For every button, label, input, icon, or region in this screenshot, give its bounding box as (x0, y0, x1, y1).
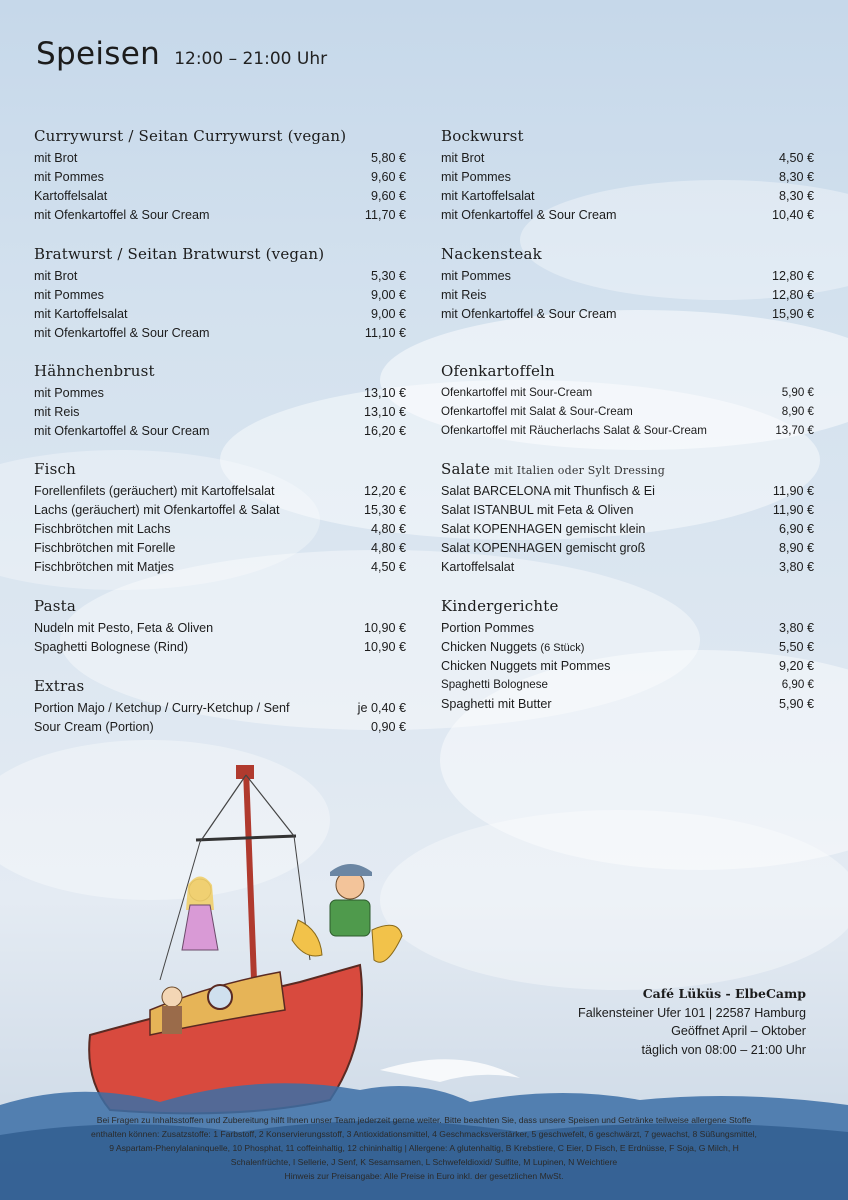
menu-item (441, 170, 814, 189)
menu-item (441, 503, 814, 522)
item-name: Sour Cream (Portion) (34, 720, 154, 734)
menu-item (441, 424, 814, 443)
item-name: Salat KOPENHAGEN gemischt groß (441, 541, 646, 555)
title-text: Speisen (36, 36, 161, 72)
item-price: 9,60 € (370, 170, 406, 184)
item-price: 10,40 € (771, 208, 814, 222)
item-name: mit Reis (441, 288, 487, 302)
item-price: 11,70 € (364, 208, 406, 222)
menu-item (34, 621, 406, 640)
section-title: Kindergerichte (441, 597, 559, 615)
item-price: 0,90 € (370, 720, 406, 734)
item-name: mit Kartoffelsalat (34, 307, 128, 321)
item-price: 15,30 € (363, 503, 406, 517)
cafe-address: Falkensteiner Ufer 101 | 22587 Hamburg (578, 1005, 806, 1020)
item-price: 10,90 € (363, 640, 406, 654)
item-name: mit Brot (34, 151, 78, 165)
item-name: mit Kartoffelsalat (441, 189, 535, 203)
footer-line: Schalenfrüchte, I Sellerie, J Senf, K Sesamsamen, L Schwefeldioxid/ Sulfite, M Lupinen, N Weichtiere (230, 1157, 618, 1167)
item-name: mit Pommes (34, 288, 104, 302)
section-pasta (34, 597, 406, 659)
item-price: 8,30 € (778, 189, 814, 203)
item-price: 4,50 € (370, 560, 406, 574)
item-name: Kartoffelsalat (441, 560, 515, 574)
allergen-footer (30, 1113, 818, 1183)
mast (246, 770, 254, 980)
item-price: je 0,40 € (357, 701, 406, 715)
menu-item (34, 208, 406, 227)
menu-item (34, 541, 406, 560)
item-price: 9,00 € (370, 288, 406, 302)
item-name: Forellenfilets (geräuchert) mit Kartoffelsalat (34, 484, 275, 498)
item-name: mit Pommes (34, 170, 104, 184)
item-price: 6,90 € (778, 522, 814, 536)
item-name-group (441, 640, 584, 654)
item-price: 5,90 € (778, 697, 814, 711)
item-price: 6,90 € (781, 678, 814, 691)
menu-item (34, 386, 406, 405)
menu-item (34, 151, 406, 170)
menu-item (441, 621, 814, 640)
section-nackensteak (441, 245, 814, 326)
item-name: Salat ISTANBUL mit Feta & Oliven (441, 503, 634, 517)
item-name: Chicken Nuggets (441, 640, 537, 654)
item-name: mit Brot (34, 269, 78, 283)
item-price: 5,50 € (778, 640, 814, 654)
item-name: Fischbrötchen mit Lachs (34, 522, 171, 536)
menu-item (441, 541, 814, 560)
item-price: 12,80 € (771, 269, 814, 283)
menu-item (34, 424, 406, 443)
footer-line: enthalten können: Zusatzstoffe: 1 Farbstoff, 2 Konservierungsstoff, 3 Antioxidationsmittel, 4 Geschmacksverstärker, 5 geschwefelt, 6 geschwärzt, 7 gewachst, 8 Süßungsmittel, (91, 1129, 757, 1139)
section-title: Currywurst / Seitan Currywurst (vegan) (34, 127, 347, 145)
menu-item (441, 560, 814, 579)
section-title-text: Salate (441, 460, 491, 478)
menu-item (34, 701, 406, 720)
menu-item (34, 288, 406, 307)
cafe-name: Café Lüküs - ElbeCamp (642, 986, 806, 1001)
footer-line: 9 Aspartam-Phenylalaninquelle, 10 Phosphat, 11 coffeinhaltig, 12 chininhaltig | Allergene: A glutenhaltig, B Krebstiere, C Eier, D Fisch, E Erdnüsse, F Soja, G Milch, H (109, 1143, 739, 1153)
item-quantity: (6 Stück) (540, 642, 585, 654)
menu-item (34, 269, 406, 288)
item-price: 4,80 € (370, 522, 406, 536)
item-price: 15,90 € (771, 307, 814, 321)
item-price: 5,90 € (781, 386, 814, 399)
section-ofenkartoffeln (441, 362, 814, 443)
menu-item (34, 503, 406, 522)
section-title: Bratwurst / Seitan Bratwurst (vegan) (34, 245, 325, 263)
footer-line: Bei Fragen zu Inhaltsstoffen und Zubereitung hilft Ihnen unser Team jederzeit gerne weiter. Bitte beachten Sie, dass unsere Speisen und Getränke teilweise allergene Stoffe (96, 1115, 752, 1125)
section-note: mit Italien oder Sylt Dressing (494, 464, 666, 477)
menu-item (441, 678, 814, 697)
section-title: Extras (34, 677, 85, 695)
section-fisch (34, 460, 406, 579)
menu-item (34, 640, 406, 659)
item-price: 12,80 € (771, 288, 814, 302)
cafe-season: Geöffnet April – Oktober (671, 1024, 806, 1038)
item-name: mit Ofenkartoffel & Sour Cream (441, 208, 617, 222)
item-name: mit Ofenkartoffel & Sour Cream (34, 424, 210, 438)
section-title: Pasta (34, 597, 77, 615)
item-name: Fischbrötchen mit Matjes (34, 560, 174, 574)
menu-item (34, 405, 406, 424)
item-name: mit Brot (441, 151, 485, 165)
page-title (36, 34, 327, 72)
menu-item (441, 640, 814, 659)
item-name: Ofenkartoffel mit Sour-Cream (441, 386, 593, 399)
menu-item (441, 405, 814, 424)
menu-item (441, 307, 814, 326)
menu-item (441, 659, 814, 678)
menu-item (441, 288, 814, 307)
item-name: Portion Majo / Ketchup / Curry-Ketchup / Senf (34, 701, 290, 715)
section-bratwurst (34, 245, 406, 345)
item-name: Fischbrötchen mit Forelle (34, 541, 176, 555)
menu-item (34, 522, 406, 541)
menu-item (441, 522, 814, 541)
item-price: 10,90 € (363, 621, 406, 635)
section-title: Hähnchenbrust (34, 362, 155, 380)
item-name: Chicken Nuggets mit Pommes (441, 659, 611, 673)
section-title: Ofenkartoffeln (441, 362, 555, 380)
yard (196, 836, 296, 840)
menu-item (441, 151, 814, 170)
child-figure (162, 1006, 182, 1034)
menu-item (441, 484, 814, 503)
item-name: Nudeln mit Pesto, Feta & Oliven (34, 621, 214, 635)
item-name: mit Ofenkartoffel & Sour Cream (34, 326, 210, 340)
menu-item (441, 189, 814, 208)
item-name: Kartoffelsalat (34, 189, 108, 203)
item-name: Portion Pommes (441, 621, 535, 635)
item-price: 11,10 € (364, 326, 406, 340)
item-price: 9,60 € (370, 189, 406, 203)
item-price: 3,80 € (778, 560, 814, 574)
item-name: mit Pommes (441, 269, 511, 283)
item-name: mit Ofenkartoffel & Sour Cream (441, 307, 617, 321)
menu-item (34, 560, 406, 579)
item-name: mit Ofenkartoffel & Sour Cream (34, 208, 210, 222)
item-price: 4,50 € (778, 151, 814, 165)
menu-item (34, 189, 406, 208)
porthole (208, 985, 232, 1009)
item-price: 4,80 € (370, 541, 406, 555)
item-price: 11,90 € (772, 503, 814, 517)
section-title (441, 460, 814, 482)
item-price: 16,20 € (363, 424, 406, 438)
item-name: Ofenkartoffel mit Räucherlachs Salat & Sour-Cream (441, 424, 707, 437)
item-name: Spaghetti Bolognese (Rind) (34, 640, 189, 654)
item-name: mit Pommes (34, 386, 104, 400)
item-name: mit Reis (34, 405, 80, 419)
menu-item (34, 326, 406, 345)
item-price: 13,10 € (363, 405, 406, 419)
item-price: 13,70 € (775, 424, 814, 437)
item-name: Ofenkartoffel mit Salat & Sour-Cream (441, 405, 633, 418)
item-price: 9,00 € (370, 307, 406, 321)
section-haehnchenbrust (34, 362, 406, 443)
cafe-hours: täglich von 08:00 – 21:00 Uhr (641, 1042, 806, 1057)
menu-item (441, 697, 814, 716)
item-price: 11,90 € (772, 484, 814, 498)
item-price: 13,10 € (363, 386, 406, 400)
section-kindergerichte (441, 597, 814, 716)
menu-item (34, 307, 406, 326)
item-price: 8,30 € (778, 170, 814, 184)
item-name: Lachs (geräuchert) mit Ofenkartoffel & Salat (34, 503, 280, 517)
item-price: 12,20 € (363, 484, 406, 498)
item-price: 5,80 € (370, 151, 406, 165)
menu-item (441, 269, 814, 288)
item-name: Salat BARCELONA mit Thunfisch & Ei (441, 484, 655, 498)
section-salate (441, 460, 814, 579)
section-bockwurst (441, 127, 814, 227)
item-price: 8,90 € (781, 405, 814, 418)
item-name: Spaghetti Bolognese (441, 678, 549, 691)
opening-hours-text: 12:00 – 21:00 Uhr (174, 49, 328, 69)
menu-item (34, 170, 406, 189)
footer-line: Hinweis zur Preisangabe: Alle Preise in Euro inkl. der gesetzlichen MwSt. (284, 1171, 564, 1181)
section-extras (34, 677, 406, 739)
boy-figure (330, 900, 370, 936)
menu-item (441, 208, 814, 227)
menu-item (34, 720, 406, 739)
girl-figure (182, 905, 218, 950)
menu-item (441, 386, 814, 405)
menu-item (34, 484, 406, 503)
section-title: Nackensteak (441, 245, 542, 263)
item-name: Salat KOPENHAGEN gemischt klein (441, 522, 646, 536)
item-price: 5,30 € (370, 269, 406, 283)
item-price: 8,90 € (778, 541, 814, 555)
section-currywurst (34, 127, 406, 227)
item-price: 3,80 € (778, 621, 814, 635)
item-price: 9,20 € (778, 659, 814, 673)
item-name: Spaghetti mit Butter (441, 697, 552, 711)
item-name: mit Pommes (441, 170, 511, 184)
cafe-info (578, 985, 806, 1059)
section-title: Bockwurst (441, 127, 524, 145)
section-title: Fisch (34, 460, 76, 478)
